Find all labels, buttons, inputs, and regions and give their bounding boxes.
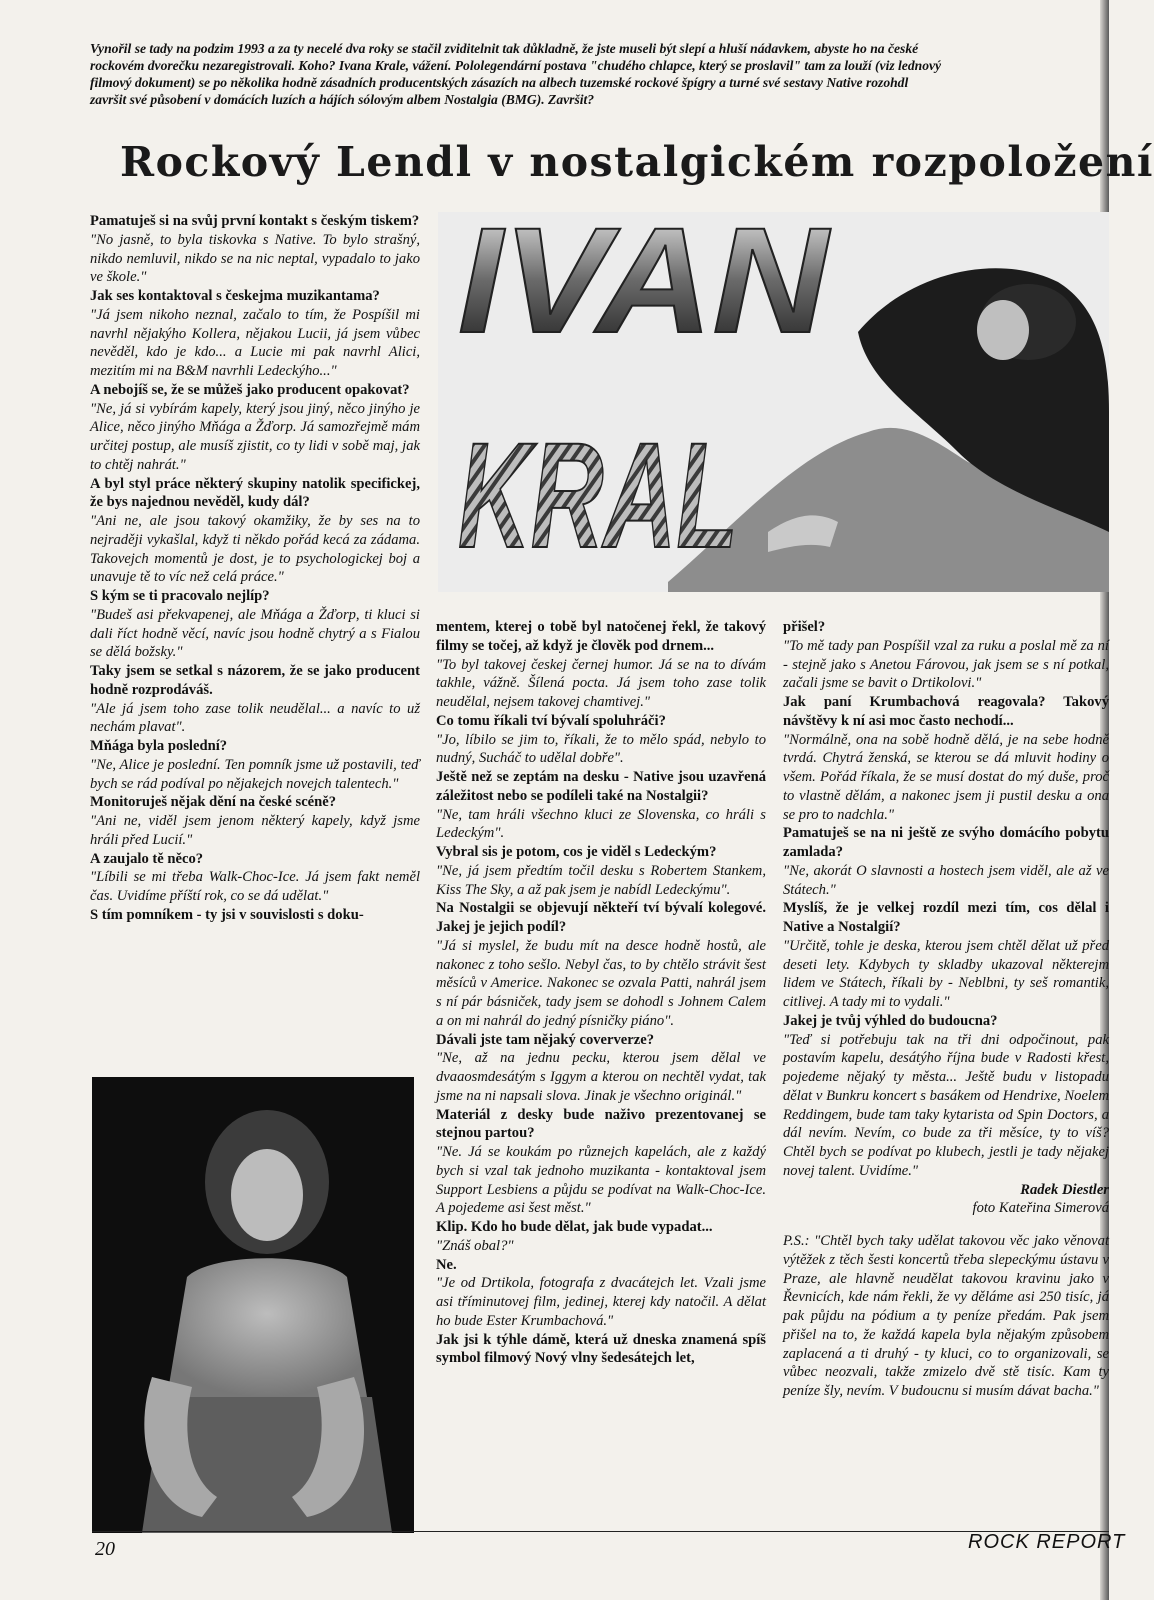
interview-question: Taky jsem se setkal s názorem, že se jako producent hodně rozprodáváš. — [90, 663, 420, 698]
interview-question: Pamatuješ si na svůj první kontakt s českým tiskem? — [90, 213, 420, 229]
interview-answer: "Ne, akorát O slavnosti a hostech jsem viděl, ale až ve Státech." — [783, 862, 1109, 898]
interview-answer: "Já jsem nikoho neznal, začalo to tím, že Pospíšil mi navrhl nějakýho Kollera, nějakou Lucii, já jsem vůbec nevěděl, kdo je kdo... a Lucie mi pak navrhl Alici, mezitím mi na B&M navrhli Ledeckýho..." — [90, 306, 420, 379]
interview-question: A byl styl práce některý skupiny natolik specifickej, že bys najednou nevěděl, kudy dál? — [90, 475, 420, 511]
interview-answer: "Jo, líbilo se jim to, říkali, že to mělo spád, nebylo to nudný, Sucháč to udělal dobře". — [436, 731, 766, 767]
lead-line: filmový dokument) se po několika hodně zásadních producentských zásazích na albech tuzemské rockové špígry a turné své sestavy Native rozohdl — [90, 75, 909, 90]
interview-question: Ne. — [436, 1256, 457, 1273]
artist-photo-with-title — [438, 196, 1109, 592]
title-ivan: IVAN — [458, 196, 831, 364]
magazine-name: ROCK REPORT — [968, 1531, 1126, 1553]
interview-question: A nebojíš se, že se můžeš jako producent opakovat? — [90, 381, 410, 398]
interview-answer: "Určitě, tohle je deska, kterou jsem chtěl dělat už před deseti lety. Kdybych ty skladby ukazoval některejm lidem ve Státech, říkali by - Neblbni, ty seš romantik, citlivej. A tady mi to vydali." — [783, 937, 1109, 1010]
article-column-2 — [436, 618, 766, 1550]
interview-answer: "Ne, až na jednu pecku, kterou jsem dělal ve dvaaosmdesátým s Iggym a kterou on nechtěl vydat, tak jsme na ni napsali slova. Jinak je všechno originál." — [436, 1050, 766, 1104]
article-headline: Rockový Lendl v nostalgickém rozpoložení — [120, 138, 1154, 186]
interview-answer: "No jasně, to byla tiskovka s Native. To bylo strašný, nikdo nemluvil, nikdo se na nic neptal, vypadalo to jako ve škole." — [90, 231, 420, 286]
interview-answer: "Líbili se mi třeba Walk-Choc-Ice. Já jsem fakt neměl čas. Uvidíme příští rok, co se dá udělat." — [90, 869, 420, 904]
postscript: P.S.: "Chtěl bych taky udělat takovou věc jako věnovat výtěžek z těch šesti koncertů třeba slepeckýmu ústavu v Praze, ale hlavně neudělat takovou kravinu jako v Řevnicích, kde nám řekli, že vy děláme asi 250 tisíc, já pak půjdu na pódium a ty peníze předám. Pak jsem přišel na to, že každá kapela byla nějakým způsobem zaplacená a ti druhý - ty kluci, co to organizovali, se vůbec neozvali, takže zmizelo dvě stě tisíc. Kam ty peníze šly, nevím. V budoucnu si musím dávat bacha." — [783, 1233, 1109, 1399]
interview-question: Jakej je tvůj výhled do budoucna? — [783, 1012, 998, 1029]
interview-answer: "Ne, já si vybírám kapely, který jsou jiný, něco jinýho je Alice, něco jinýho Mňága a Žďorp. Já samozřejmě mám určitej postup, ale musíš zjistit, co ty lidi v sobě maj, jak to chtěj nahrát." — [90, 400, 420, 473]
article-column-1 — [90, 212, 420, 1047]
interview-answer: "Ne, Alice je poslední. Ten pomník jsme už postavili, teď bych se rád podíval po nějakejch novejch talentech." — [90, 756, 420, 792]
lead-line: završit své působení v domácích luzích a hájích sólovým albem Nostalgia (BMG). Završit? — [90, 92, 595, 107]
interview-question: Dávali jste tam nějaký coververze? — [436, 1031, 655, 1048]
interview-answer: "Ale já jsem toho zase tolik neudělal... a navíc to už nechám plavat". — [90, 700, 420, 736]
interview-answer: "Budeš asi překvapenej, ale Mňága a Žďorp, ti kluci si dali říct hodně věcí, navíc jsou hodně chytrý a s Fialou se dělá božsky." — [90, 606, 420, 661]
interview-answer: "To mě tady pan Pospíšil vzal za ruku a poslal mě za ní - stejně jako s Anetou Fárovou, jak jsem se s ní potkal, začali jsme se bavit o Drtikolovi." — [783, 637, 1109, 692]
interview-question: Jak paní Krumbachová reagovala? Takový návštěvy k ní asi moc často nechodí... — [783, 694, 1109, 729]
title-kral: KRAL — [458, 411, 738, 579]
interview-question: Monitoruješ nějak dění na české scéně? — [90, 794, 337, 811]
interview-answer: "Ne. Já se koukám po různejch kapelách, ale z každý bych si vzal tak jednoho muzikanta - kontaktoval jsem Support Lesbiens a půjdu se podívat na Walk-Choc-Ice. A pojedeme asi šest měst." — [436, 1144, 766, 1217]
interview-question: Pamatuješ se na ni ještě ze svýho domácího pobytu zamlada? — [783, 825, 1109, 860]
photo-credit: foto Kateřina Simerová — [972, 1200, 1109, 1217]
interview-question: S kým se ti pracovalo nejlíp? — [90, 588, 270, 604]
interview-question: Myslíš, že je velkej rozdíl mezi tím, cos dělal i Native a Nostalgií? — [783, 900, 1109, 935]
page-number: 20 — [95, 1538, 115, 1560]
interview-question: Jak ses kontaktoval s českejma muzikantama? — [90, 288, 380, 304]
author-byline: Radek Diestler — [1020, 1181, 1109, 1198]
interview-question: mentem, kterej o tobě byl natočenej řekl, že takový filmy se točej, až když je člověk pod drnem... — [436, 619, 766, 654]
interview-question: Vybral sis je potom, cos je viděl s Ledeckým? — [436, 844, 717, 860]
portrait-illustration — [92, 1077, 414, 1533]
portrait-photo — [92, 1077, 414, 1533]
interview-question: S tím pomníkem - ty jsi v souvislosti s doku- — [90, 906, 364, 923]
footer-divider — [92, 1531, 1109, 1532]
interview-answer: "Ani ne, ale jsou takový okamžiky, že by ses na to nejraději vykašlal, když ti někdo pořád kecá za zádama. Takovejch momentů je dost, je to psychologickej boj a unavuje tě to víc než celá práce." — [90, 513, 420, 586]
interview-question: A zaujalo tě něco? — [90, 850, 204, 867]
interview-answer: "Ne, tam hráli všechno kluci ze Slovenska, co hráli s Ledeckým". — [436, 806, 766, 842]
interview-question: Ještě než se zeptám na desku - Native jsou uzavřená záležitost nebo se podíleli také na Nostalgii? — [436, 769, 766, 804]
interview-question: Na Nostalgii se objevují někteří tví bývalí kolegové. Jakej je jejich podíl? — [436, 900, 766, 935]
interview-answer: "Já si myslel, že budu mít na desce hodně hostů, ale nakonec z toho sešlo. Nebyl čas, to by chtělo strávit šest měsíců v Americe. Nakonec se ozvala Patti, nahrál jsem s ní pár básniček, tady jsem se dohodl s Johnem Calem a on mi nahrál do jedný písničky piáno". — [436, 937, 766, 1029]
lead-paragraph — [90, 40, 1095, 108]
interview-answer: "Teď si potřebuju tak na tři dni odpočinout, pak postavím kapelu, desátýho října bude v Radosti křest, pojedeme nějaký ty města... Ještě budu v listopadu dělat v Bunkru koncert s basákem od Hendrixe, Noelem Reddingem, bude tam taky kytarista od Spin Doctors, a dál nevím. Nevím, co bude za tři měsíce, ty to víš? Chtěl bych se podívat po klubech, jestli je tady nějakej novej talent. Uvidíme." — [783, 1031, 1109, 1179]
interview-question: Co tomu říkali tví bývalí spoluhráči? — [436, 712, 666, 729]
photo-illustration — [438, 196, 1109, 592]
article-column-3 — [783, 618, 1109, 1550]
interview-question: Materiál z desky bude naživo prezentovanej se stejnou partou? — [436, 1106, 766, 1142]
interview-question: Klip. Kdo ho bude dělat, jak bude vypadat... — [436, 1219, 713, 1235]
interview-answer: "Je od Drtikola, fotografa z dvacátejch let. Vzali jsme asi tříminutovej film, jedinej, kterej kdy natočil. A dělat ho bude Ester Krumbachová." — [436, 1275, 766, 1329]
interview-answer: "Ani ne, viděl jsem jenom některý kapely, když jsme hráli před Lucií." — [90, 813, 420, 848]
interview-answer: "Znáš obal?" — [436, 1237, 514, 1254]
interview-question: Jak jsi k týhle dámě, která už dneska znamená spíš symbol filmový Nový vlny šedesátejch let, — [436, 1331, 766, 1367]
interview-answer: "Ne, já jsem předtím točil desku s Robertem Stankem, Kiss The Sky, a až pak jsem je nabídl Ledeckýmu". — [436, 862, 766, 898]
lead-line: rockovém dvorečku nezaregistrovali. Koho? Ivana Krale, vážení. Pololegendární postava "chudého chlapce, který se proslavil" tam za louží (viz lednový — [90, 58, 942, 73]
interview-answer: "Normálně, ona na sobě hodně dělá, je na sebe hodně tvrdá. Chytrá ženská, se kterou se dá mluvit hodiny o všem. Pořád říkala, že se musí dostat do mý duše, proč to vlastně dělám, a nakonec jsem ji pustil desku a ona se pro to nadchla." — [783, 731, 1109, 823]
interview-question: přišel? — [783, 619, 826, 635]
interview-question: Mňága byla poslední? — [90, 738, 228, 754]
interview-answer: "To byl takovej českej černej humor. Já se na to dívám takhle, vážně. Šílená pocta. Já jsem toho zase tolik neudělal, nejsem takovej chamtivej." — [436, 656, 766, 710]
lead-line: Vynořil se tady na podzim 1993 a za ty necelé dva roky se stačil zviditelnit tak důkladně, že jste museli být slepí a hluší nádavkem, abyste ho na české — [90, 41, 919, 56]
